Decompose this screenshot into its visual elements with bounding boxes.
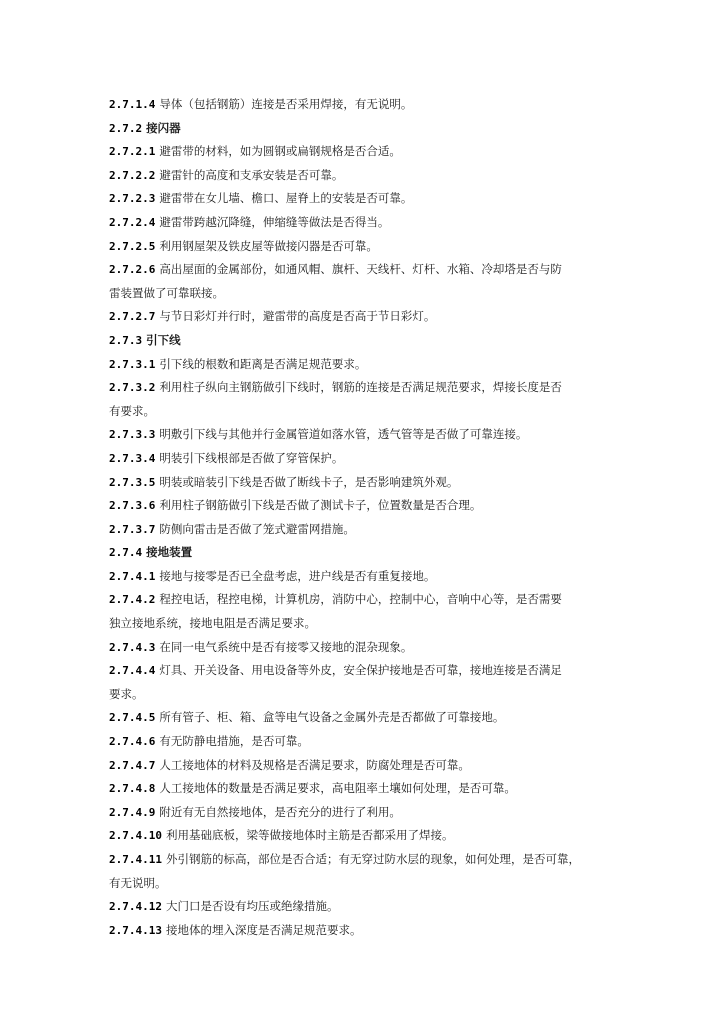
clause-text: 灯具、开关设备、用电设备等外皮，安全保护接地是否可靠，接地连接是否满足 <box>159 663 562 678</box>
clause-text: 明装引下线根部是否做了穿管保护。 <box>159 450 344 465</box>
clause-number: 2.7.4.5 <box>109 711 156 725</box>
section-heading-2-7-2 <box>109 117 629 141</box>
clause-text: 利用柱子钢筋做引下线是否做了测试卡子，位置数量是否合理。 <box>159 498 482 513</box>
clause-text: 大门口是否设有均压或绝缘措施。 <box>165 899 339 914</box>
clause-number: 2.7.2.4 <box>109 215 156 229</box>
clause-2-7-4-7 <box>109 754 629 778</box>
clause-2-7-2-5 <box>109 235 629 259</box>
clause-text: 程控电话，程控电梯，计算机房，消防中心，控制中心，音响中心等，是否需要 <box>159 592 562 607</box>
clause-number: 2.7.2.7 <box>109 310 156 324</box>
section-heading-2-7-4 <box>109 541 629 565</box>
clause-2-7-2-2 <box>109 164 629 188</box>
clause-number: 2.7.4.12 <box>109 900 162 914</box>
clause-text: 人工接地体的材料及规格是否满足要求，防腐处理是否可靠。 <box>159 757 470 772</box>
document-body <box>109 93 629 942</box>
clause-text: 雷装置做了可靠联接。 <box>109 285 224 300</box>
clause-text: 避雷带在女儿墙、檐口、屋脊上的安装是否可靠。 <box>159 191 413 206</box>
clause-text: 利用钢屋架及铁皮屋等做接闪器是否可靠。 <box>159 238 378 253</box>
clause-number: 2.7.2.1 <box>109 145 156 159</box>
clause-2-7-4-8 <box>109 777 629 801</box>
clause-2-7-3-5 <box>109 471 629 495</box>
clause-2-7-4-10 <box>109 824 629 848</box>
clause-number: 2.7.4.8 <box>109 782 156 796</box>
clause-2-7-2-3 <box>109 187 629 211</box>
clause-continuation <box>109 683 629 707</box>
clause-2-7-4-12 <box>109 895 629 919</box>
clause-2-7-4-6 <box>109 730 629 754</box>
clause-2-7-3-1 <box>109 353 629 377</box>
clause-continuation <box>109 612 629 636</box>
clause-number: 2.7.4.6 <box>109 735 156 749</box>
clause-text: 要求。 <box>109 686 144 701</box>
clause-text: 高出屋面的金属部份，如通风帽、旗杆、天线杆、灯杆、水箱、冷却塔是否与防 <box>159 262 562 277</box>
clause-number: 2.7.2.3 <box>109 192 156 206</box>
clause-number: 2.7.4.7 <box>109 758 156 772</box>
clause-text: 接地与接零是否已全盘考虑，进户线是否有重复接地。 <box>159 568 436 583</box>
clause-continuation <box>109 282 629 306</box>
clause-text: 有要求。 <box>109 403 155 418</box>
section-number: 2.7.4 <box>109 546 143 560</box>
section-title: 接闪器 <box>146 120 181 135</box>
clause-number: 2.7.3.4 <box>109 451 156 465</box>
clause-number: 2.7.4.11 <box>109 853 162 866</box>
clause-number: 2.7.4.1 <box>109 569 156 583</box>
clause-2-7-3-4 <box>109 447 629 471</box>
clause-number: 2.7.3.7 <box>109 522 156 536</box>
clause-2-7-4-3 <box>109 636 629 660</box>
clause-2-7-4-2 <box>109 588 629 612</box>
clause-number: 2.7.2.2 <box>109 168 156 182</box>
clause-number: 2.7.3.5 <box>109 475 156 489</box>
section-title: 引下线 <box>146 332 181 347</box>
clause-2-7-4-5 <box>109 706 629 730</box>
clause-text: 明装或暗装引下线是否做了断线卡子，是否影响建筑外观。 <box>159 474 459 489</box>
clause-number: 2.7.4.10 <box>109 829 162 843</box>
clause-2-7-2-4 <box>109 211 629 235</box>
clause-text: 利用基础底板，梁等做接地体时主筋是否都采用了焊接。 <box>165 828 454 843</box>
clause-text: 外引钢筋的标高，部位是否合适；有无穿过防水层的现象，如何处理，是否可靠， <box>165 852 580 866</box>
clause-text: 在同一电气系统中是否有接零又接地的混杂现象。 <box>159 639 413 654</box>
clause-2-7-4-1 <box>109 565 629 589</box>
clause-continuation <box>109 872 629 896</box>
clause-text: 独立接地系统，接地电阻是否满足要求。 <box>109 616 316 631</box>
clause-text: 避雷带的材料，如为圆钢或扁钢规格是否合适。 <box>159 144 401 159</box>
clause-text: 所有管子、柜、箱、盒等电气设备之金属外壳是否都做了可靠接地。 <box>159 710 505 725</box>
clause-2-7-2-7 <box>109 305 629 329</box>
clause-2-7-4-4 <box>109 659 629 683</box>
clause-number: 2.7.3.3 <box>109 428 156 442</box>
clause-2-7-3-2 <box>109 376 629 400</box>
clause-number: 2.7.1.4 <box>109 98 156 111</box>
clause-text: 避雷带跨越沉降缝，伸缩缝等做法是否得当。 <box>159 214 390 229</box>
section-number: 2.7.2 <box>109 121 143 135</box>
clause-text: 导体（包括钢筋）连接是否采用焊接，有无说明。 <box>159 97 413 111</box>
clause-text: 引下线的根数和距离是否满足规范要求。 <box>159 356 367 371</box>
clause-2-7-4-13 <box>109 919 629 943</box>
clause-text: 防侧向雷击是否做了笼式避雷网措施。 <box>159 521 355 536</box>
clause-number: 2.7.2.6 <box>109 263 156 277</box>
clause-number: 2.7.2.5 <box>109 239 156 253</box>
clause-text: 接地体的埋入深度是否满足规范要求。 <box>165 922 362 937</box>
clause-number: 2.7.4.2 <box>109 593 156 607</box>
clause-2-7-1-4 <box>109 93 629 117</box>
clause-2-7-2-1 <box>109 140 629 164</box>
clause-number: 2.7.4.13 <box>109 923 162 937</box>
clause-number: 2.7.4.9 <box>109 805 156 819</box>
clause-text: 明敷引下线与其他并行金属管道如落水管，透气管等是否做了可靠连接。 <box>159 427 528 442</box>
clause-number: 2.7.3.1 <box>109 357 156 371</box>
clause-continuation <box>109 400 629 424</box>
clause-2-7-3-3 <box>109 423 629 447</box>
clause-2-7-4-9 <box>109 801 629 825</box>
clause-text: 有无说明。 <box>109 875 167 890</box>
clause-number: 2.7.4.4 <box>109 664 156 678</box>
clause-2-7-3-7 <box>109 518 629 542</box>
clause-number: 2.7.4.3 <box>109 640 156 654</box>
clause-2-7-3-6 <box>109 494 629 518</box>
clause-text: 利用柱子纵向主钢筋做引下线时，钢筋的连接是否满足规范要求，焊接长度是否 <box>159 380 562 395</box>
clause-2-7-4-11 <box>109 848 629 872</box>
clause-number: 2.7.3.6 <box>109 499 156 513</box>
clause-2-7-2-6 <box>109 258 629 282</box>
clause-text: 附近有无自然接地体，是否充分的进行了利用。 <box>159 804 401 819</box>
clause-number: 2.7.3.2 <box>109 381 156 395</box>
clause-text: 避雷针的高度和支承安装是否可靠。 <box>159 167 344 182</box>
clause-text: 有无防静电措施，是否可靠。 <box>159 734 309 749</box>
section-number: 2.7.3 <box>109 333 143 347</box>
section-title: 接地装置 <box>146 545 193 560</box>
clause-text: 人工接地体的数量是否满足要求，高电阻率土壤如何处理，是否可靠。 <box>159 781 516 796</box>
clause-text: 与节日彩灯并行时，避雷带的高度是否高于节日彩灯。 <box>159 309 436 324</box>
section-heading-2-7-3 <box>109 329 629 353</box>
